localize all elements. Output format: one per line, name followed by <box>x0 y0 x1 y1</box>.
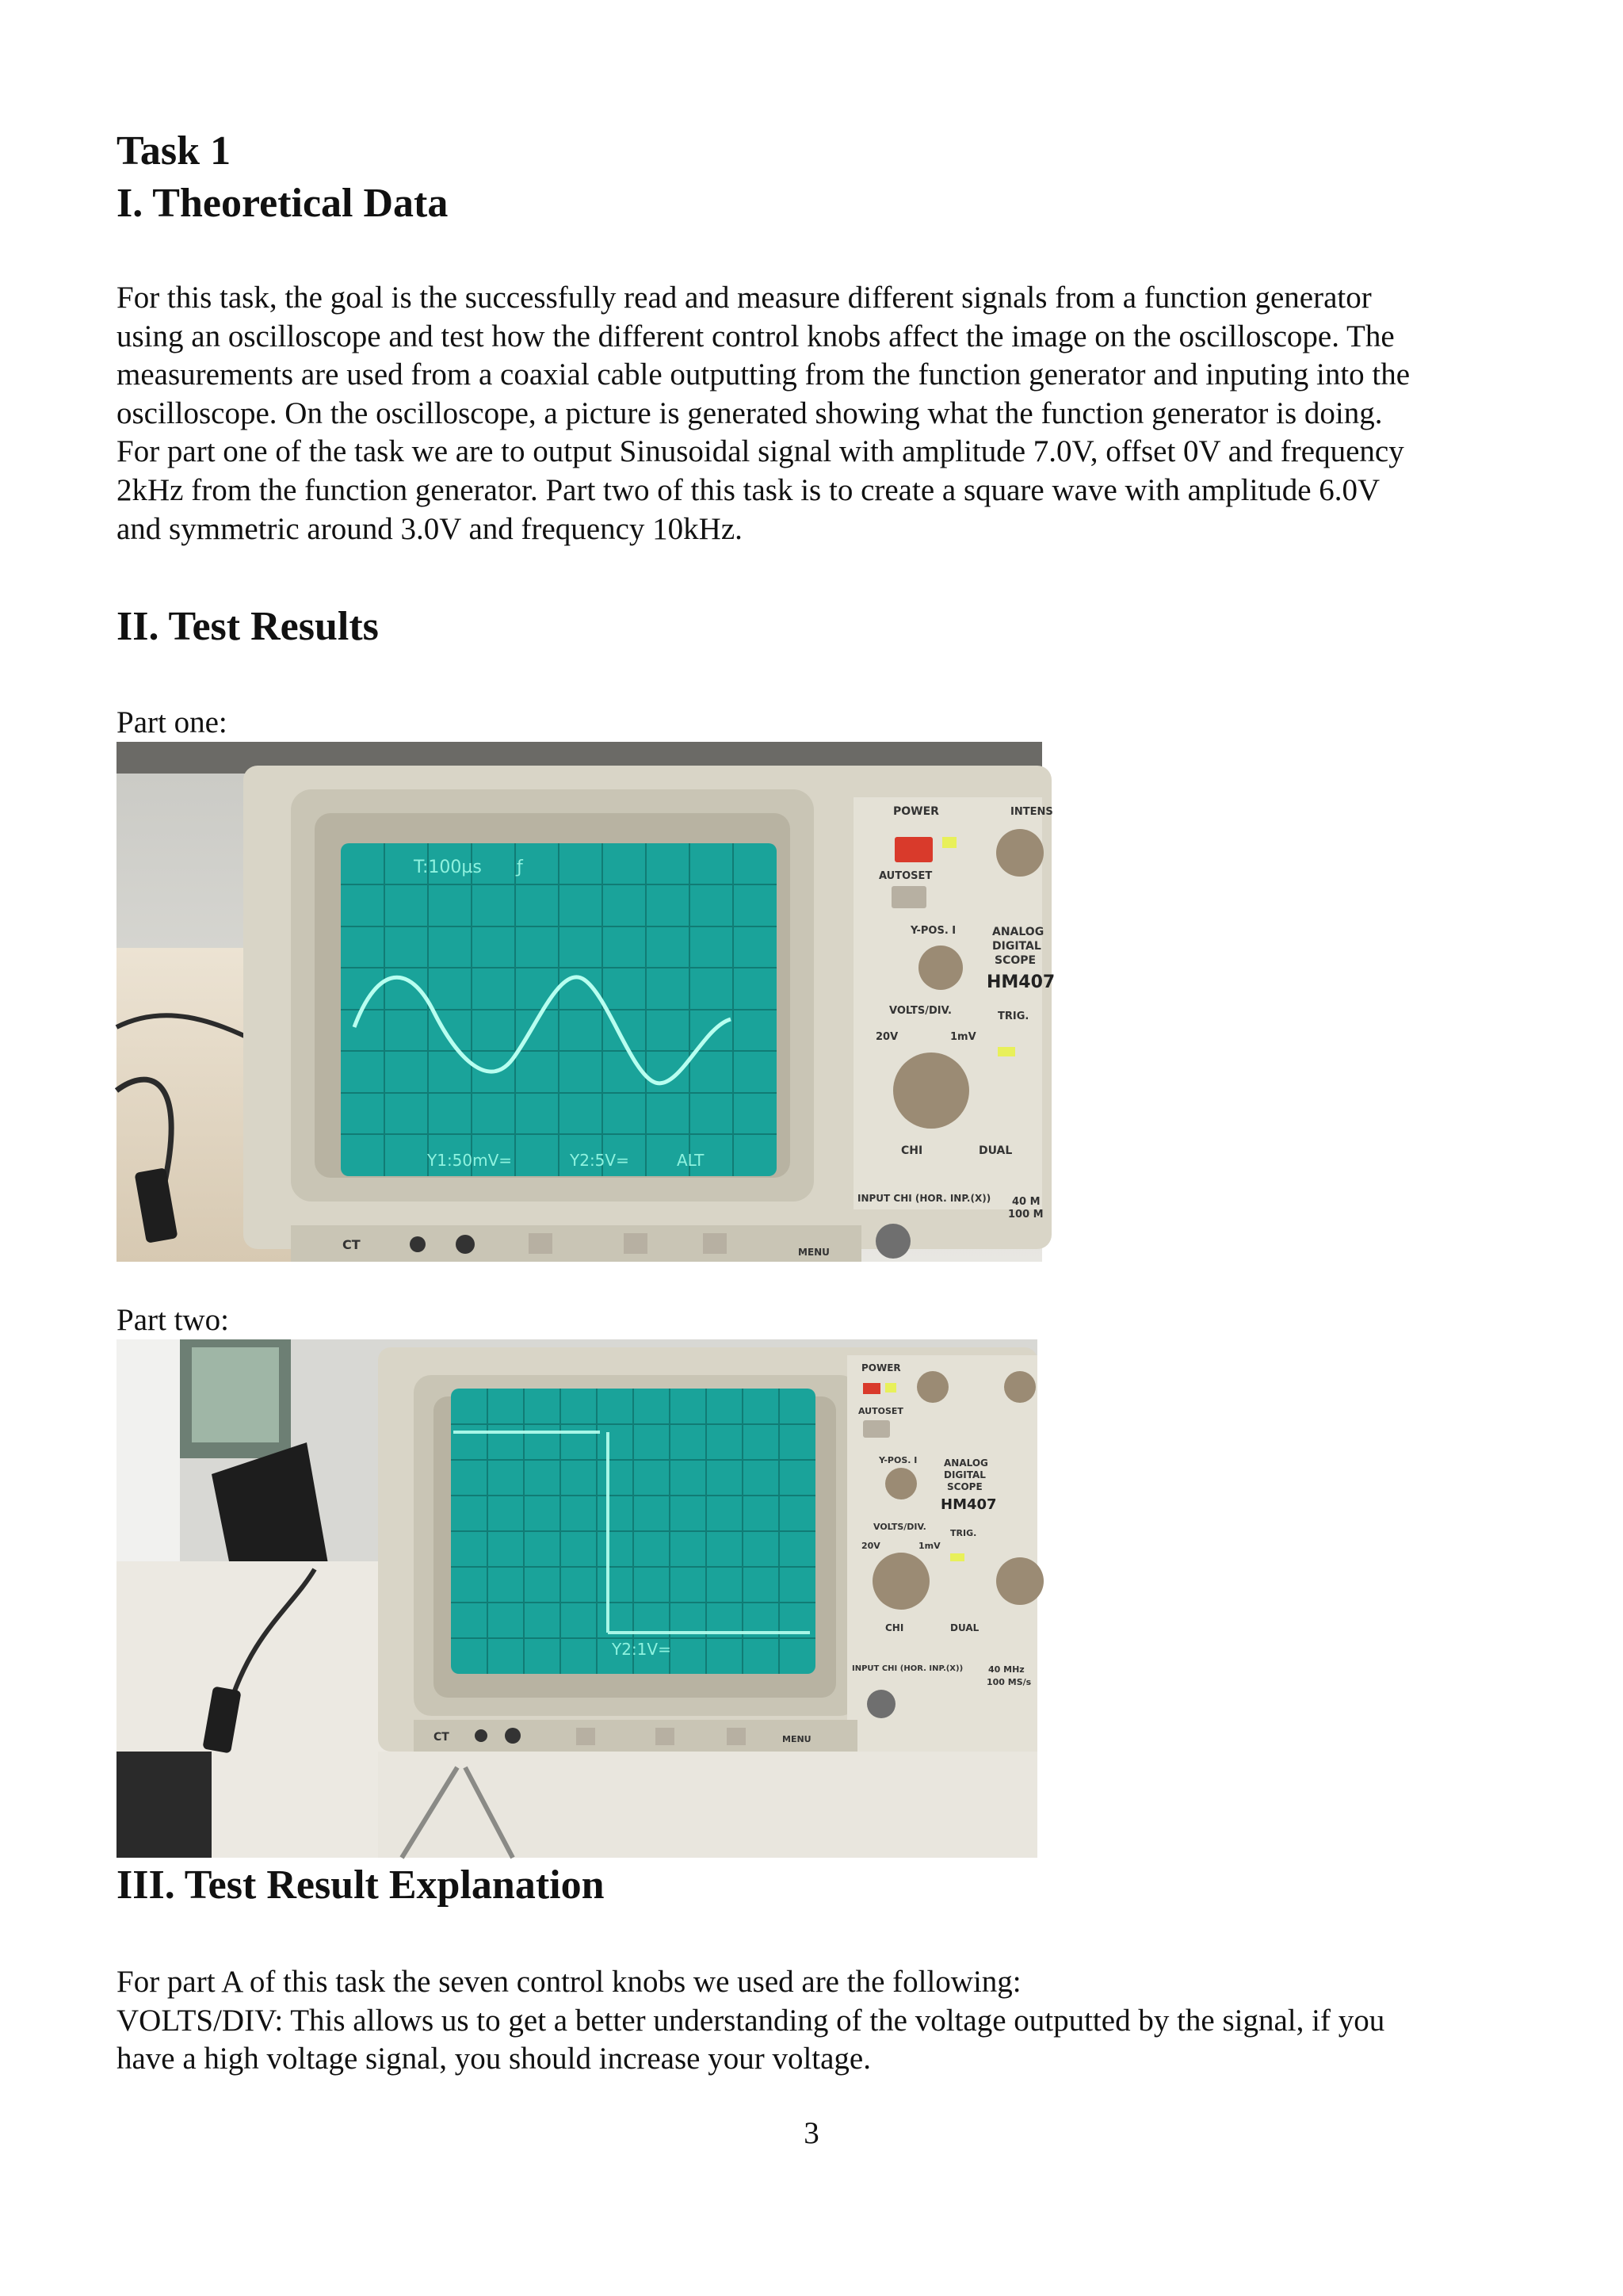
panel-20v-label: 20V <box>876 1031 899 1043</box>
panel-analog-label: ANALOG <box>992 926 1044 938</box>
panel-autoset-label: AUTOSET <box>879 870 933 882</box>
volts-div-knob[interactable] <box>893 1052 969 1129</box>
panel-trig-label: TRIG. <box>950 1528 977 1538</box>
power-button[interactable] <box>895 837 933 862</box>
panel-power-label: POWER <box>861 1362 901 1373</box>
panel-20v-label: 20V <box>861 1541 880 1551</box>
panel-input-label: INPUT CHI (HOR. INP.(X)) <box>852 1664 964 1673</box>
panel-1mv-label: 1mV <box>950 1031 976 1043</box>
panel-ypos-label: Y-POS. I <box>879 1455 918 1465</box>
panel-menu-label: MENU <box>798 1247 830 1258</box>
panel-menu-label: MENU <box>782 1734 812 1744</box>
line: VOLTS/DIV: This allows us to get a better understanding of the voltage outputted by the signal, if you <box>116 2003 1385 2038</box>
panel-40m-label: 40 M <box>1012 1196 1041 1208</box>
bnc-input[interactable] <box>867 1690 896 1718</box>
screen-timebase: T:100µs <box>414 858 482 877</box>
theoretical-paragraph <box>116 279 1511 548</box>
section-theoretical-heading: I. Theoretical Data <box>116 181 449 226</box>
screen-ch2-scale: Y2:1V= <box>612 1640 671 1659</box>
panel-100m-label: 100 M <box>1008 1209 1044 1221</box>
autoset-button[interactable] <box>892 886 926 908</box>
panel-analog-label: ANALOG <box>944 1457 988 1469</box>
autoset-button[interactable] <box>863 1420 890 1438</box>
line: For this task, the goal is the successfully read and measure different signals from a function generator <box>116 281 1372 315</box>
task-heading: Task 1 <box>116 128 231 174</box>
oscilloscope-photo-square <box>116 1339 1037 1858</box>
intens-knob[interactable] <box>996 829 1044 877</box>
panel-model-label: HM407 <box>987 972 1056 992</box>
panel-scope-label: SCOPE <box>995 954 1037 967</box>
screen-mode: ALT <box>677 1151 705 1170</box>
line: For part one of the task we are to output Sinusoidal signal with amplitude 7.0V, offset 0V and frequency <box>116 434 1404 469</box>
panel-ypos-label: Y-POS. I <box>911 925 957 937</box>
part-one-label: Part one: <box>116 705 227 739</box>
panel-1mv-label: 1mV <box>918 1541 941 1551</box>
line: and symmetric around 3.0V and frequency 10kHz. <box>116 511 743 546</box>
section-explanation-heading: III. Test Result Explanation <box>116 1862 605 1908</box>
panel-trig-label: TRIG. <box>998 1010 1029 1022</box>
section-test-results-heading: II. Test Results <box>116 604 379 649</box>
volts-div-knob[interactable] <box>873 1553 930 1610</box>
line: using an oscilloscope and test how the different control knobs affect the image on the oscilloscope. The <box>116 319 1395 353</box>
line: measurements are used from a coaxial cable outputting from the function generator and inputing into the <box>116 357 1411 392</box>
panel-input-label: INPUT CHI (HOR. INP.(X)) <box>857 1193 991 1204</box>
line: oscilloscope. On the oscilloscope, a picture is generated showing what the function generator is doing. <box>116 395 1383 430</box>
panel-intens-label: INTENS <box>1010 806 1053 818</box>
panel-digital-label: DIGITAL <box>944 1469 986 1480</box>
volts-div-knob-ch2[interactable] <box>996 1557 1044 1605</box>
page-number: 3 <box>804 2116 819 2150</box>
panel-volts-label: VOLTS/DIV. <box>889 1005 952 1017</box>
ypos-knob[interactable] <box>918 946 963 990</box>
panel-ct-label: CT <box>433 1731 449 1744</box>
intens-knob[interactable] <box>917 1371 949 1403</box>
panel-model-label: HM407 <box>941 1496 997 1513</box>
screen-ch1-scale: Y1:50mV= <box>427 1151 513 1170</box>
explanation-paragraph <box>116 1963 1511 2079</box>
panel-100ms-label: 100 MS/s <box>987 1677 1032 1687</box>
line: have a high voltage signal, you should increase your voltage. <box>116 2042 871 2076</box>
panel-ct-label: CT <box>342 1237 361 1252</box>
panel-digital-label: DIGITAL <box>992 940 1041 953</box>
screen-trigger-slope: ƒ <box>517 858 523 877</box>
panel-scope-label: SCOPE <box>947 1481 983 1492</box>
oscilloscope-photo-sine <box>116 742 1056 1262</box>
power-button[interactable] <box>863 1383 880 1394</box>
bnc-input[interactable] <box>876 1224 911 1259</box>
panel-autoset-label: AUTOSET <box>858 1406 903 1416</box>
ypos-knob[interactable] <box>885 1468 917 1499</box>
panel-40mhz-label: 40 MHz <box>988 1664 1025 1675</box>
panel-power-label: POWER <box>893 805 939 818</box>
screen-ch2-scale: Y2:5V= <box>570 1151 629 1170</box>
panel-dual-label: DUAL <box>979 1144 1013 1157</box>
line: For part A of this task the seven control knobs we used are the following: <box>116 1965 1022 1999</box>
focus-knob[interactable] <box>1004 1371 1036 1403</box>
panel-volts-label: VOLTS/DIV. <box>873 1522 926 1532</box>
panel-chi-label: CHI <box>885 1622 904 1633</box>
part-two-label: Part two: <box>116 1303 229 1337</box>
panel-chi-label: CHI <box>901 1144 923 1157</box>
panel-dual-label: DUAL <box>950 1622 980 1633</box>
line: 2kHz from the function generator. Part two of this task is to create a square wave with amplitude 6.0V <box>116 472 1381 507</box>
